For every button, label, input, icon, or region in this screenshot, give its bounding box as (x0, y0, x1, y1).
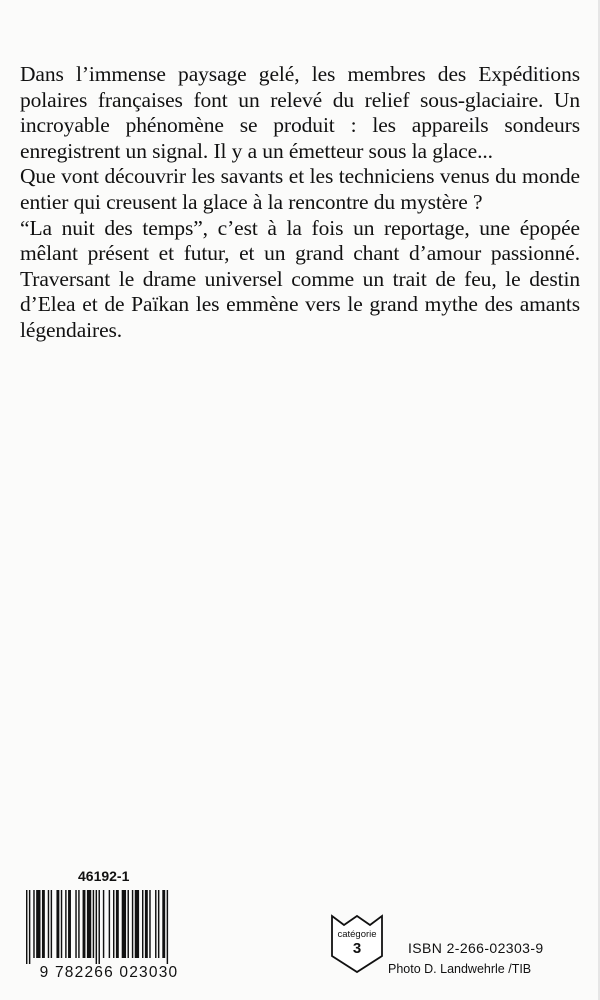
barcode-digits: 9 782266 023030 (39, 964, 179, 980)
isbn-number: ISBN 2-266-02303-9 (408, 940, 544, 956)
barcode (14, 888, 204, 980)
blurb-paragraph-1: Dans l’immense paysage gelé, les membres des Expéditions polaires françaises font un relevé du relief sous-glaciaire. Un incroyable phénomène se produit : les appareils sondeurs enregistrent un signal. Il y a un émetteur sous la glace... (20, 62, 580, 163)
photo-credit: Photo D. Landwehrle /TIB (388, 962, 532, 976)
category-number: 3 (352, 940, 362, 957)
category-label: catégorie (337, 929, 377, 940)
blurb-paragraph-3: “La nuit des temps”, c’est à la fois un reportage, une épopée mêlant présent et futur, et un grand chant d’amour passionné. Traversant le drame universel comme un trait de feu, le destin d’Elea et de Païkan les emmène vers le grand mythe des amants légendaires. (20, 215, 580, 342)
catalog-number: 46192-1 (78, 868, 130, 884)
blurb-paragraph-2: Que vont découvrir les savants et les techniciens venus du monde entier qui creusent la glace à la rencontre du mystère ? (20, 164, 580, 214)
barcode-graphic (14, 888, 204, 980)
blurb-text (20, 62, 580, 344)
category-badge (330, 912, 384, 974)
